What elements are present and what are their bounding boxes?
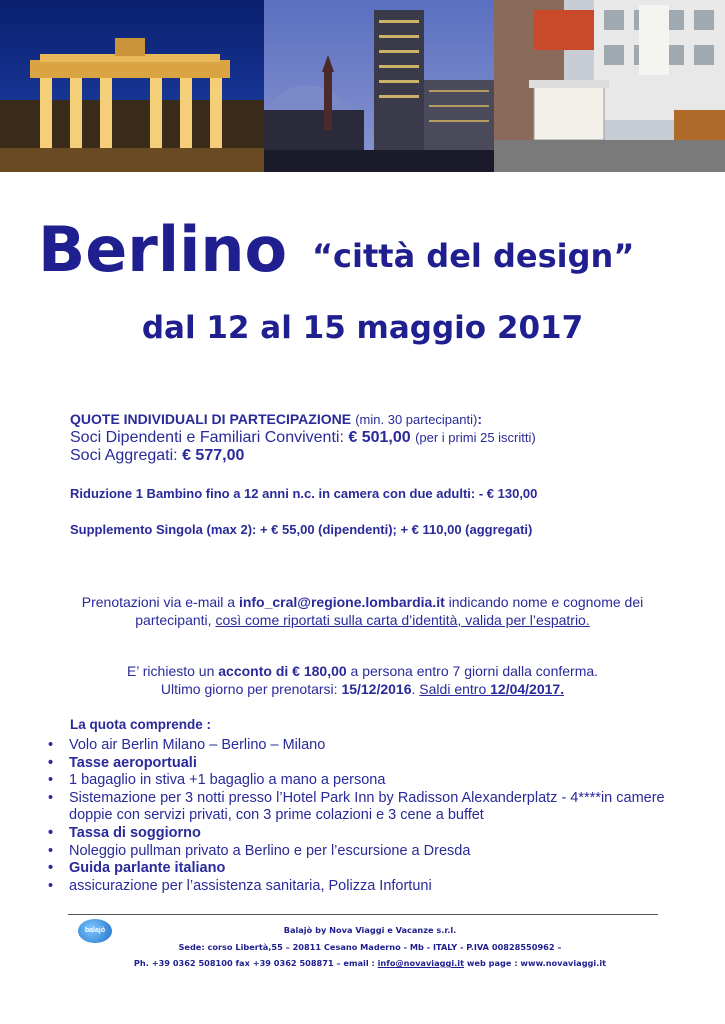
balance-label: Saldi entro: [419, 681, 491, 697]
deposit-text: E’ richiesto un: [126, 663, 219, 679]
list-item-text: Tassa di soggiorno: [69, 824, 201, 841]
footer-company: Balajò by Nova Viaggi e Vacanze s.r.l.: [283, 925, 457, 935]
list-item: [44, 755, 684, 773]
list-item: [44, 843, 684, 861]
price-soci-line: [70, 429, 670, 447]
booking-email-link[interactable]: info_cral@regione.lombardia.it: [238, 594, 445, 610]
price-aggregati-line: [70, 447, 670, 465]
deposit-info: [60, 662, 665, 698]
list-item: [44, 825, 684, 843]
list-item-text: Sistemazione per 3 notti presso l’Hotel Park Inn by Radisson Alexanderplatz - 4****in camere doppie con servizi privati, con 3 prime colazioni e 3 cene a buffet: [69, 789, 665, 824]
list-item: [44, 790, 684, 825]
footer-contacts: [90, 958, 650, 968]
potsdamer-platz-photo: [264, 0, 494, 172]
single-supplement: Supplemento Singola (max 2): + € 55,00 (dipendenti); + € 110,00 (aggregati): [70, 522, 533, 537]
booking-text: Prenotazioni via e-mail a: [81, 594, 239, 610]
list-item-text: Guida parlante italiano: [69, 860, 226, 877]
list-item-text: Volo air Berlin Milano – Berlino – Milano: [69, 737, 326, 753]
bullet-icon: •: [48, 842, 54, 859]
bullet-icon: •: [48, 877, 54, 894]
bullet-icon: •: [48, 737, 54, 753]
booking-info: [60, 593, 665, 629]
bullet-icon: •: [48, 772, 54, 789]
balance-date: 12/04/2017.: [490, 681, 565, 697]
list-item-text: Tasse aeroportuali: [69, 754, 197, 771]
list-item: [44, 860, 684, 878]
price-section: [70, 410, 670, 465]
footer-web: web page : www.novaviaggi.it: [463, 958, 607, 968]
soci-note: (per i primi 25 iscritti): [415, 430, 536, 445]
child-discount: Riduzione 1 Bambino fino a 12 anni n.c. in camera con due adulti: - € 130,00: [70, 486, 538, 501]
deadline-label: Ultimo giorno per prenotarsi:: [160, 681, 342, 697]
list-item: [44, 878, 684, 896]
deadline-dot: .: [411, 681, 420, 697]
soci-label: Soci Dipendenti e Familiari Conviventi:: [70, 429, 349, 446]
list-item-text: assicurazione per l’assistenza sanitaria, Polizza Infortuni: [69, 877, 432, 894]
list-item: [44, 772, 684, 790]
booking-text-2: indicando nome e cognome dei partecipanti,: [135, 594, 644, 628]
includes-title: La quota comprende :: [70, 717, 212, 732]
deposit-text-2: a persona entro 7 giorni dalla conferma.: [346, 663, 599, 679]
footer-email-link[interactable]: info@novaviaggi.it: [377, 958, 464, 968]
heading-colon: :: [477, 411, 483, 427]
soci-price: € 501,00: [348, 429, 411, 446]
header-banner: [0, 0, 725, 172]
aggregati-label: Soci Aggregati:: [70, 447, 183, 464]
bullet-icon: •: [48, 754, 54, 771]
aggregati-price: € 577,00: [182, 447, 245, 464]
booking-document-note: così come riportati sulla carta d’identità, valida per l’espatrio.: [215, 612, 590, 628]
title-city: Berlino: [38, 213, 288, 286]
list-item-text: Noleggio pullman privato a Berlino e per l’escursione a Dresda: [69, 842, 471, 859]
price-heading-line: [70, 410, 670, 429]
includes-list: [44, 737, 684, 895]
bullet-icon: •: [48, 824, 54, 841]
balajo-logo: balajò: [78, 919, 112, 943]
footer-contacts-text: Ph. +39 0362 508100 fax +39 0362 508871 – email :: [133, 958, 378, 968]
checkpoint-charlie-photo: [494, 0, 725, 172]
bullet-icon: •: [48, 789, 54, 806]
brandenburg-gate-photo: [0, 0, 264, 172]
deposit-amount: acconto di € 180,00: [218, 663, 347, 679]
min-participants-note: (min. 30 partecipanti): [355, 412, 478, 427]
footer-address: Sede: corso Libertà,55 – 20811 Cesano Maderno - Mb - ITALY - P.IVA 00828550962 –: [178, 942, 562, 952]
page-title: [38, 210, 698, 290]
price-heading: QUOTE INDIVIDUALI DI PARTECIPAZIONE: [70, 411, 352, 427]
list-item-text: 1 bagaglio in stiva +1 bagaglio a mano a persona: [69, 772, 386, 789]
bullet-icon: •: [48, 860, 54, 877]
list-item: [44, 737, 684, 755]
footer-divider: [68, 914, 658, 915]
deadline-date: 15/12/2016: [341, 681, 412, 697]
title-subtitle: “città del design”: [312, 237, 635, 275]
trip-dates: dal 12 al 15 maggio 2017: [141, 310, 584, 346]
